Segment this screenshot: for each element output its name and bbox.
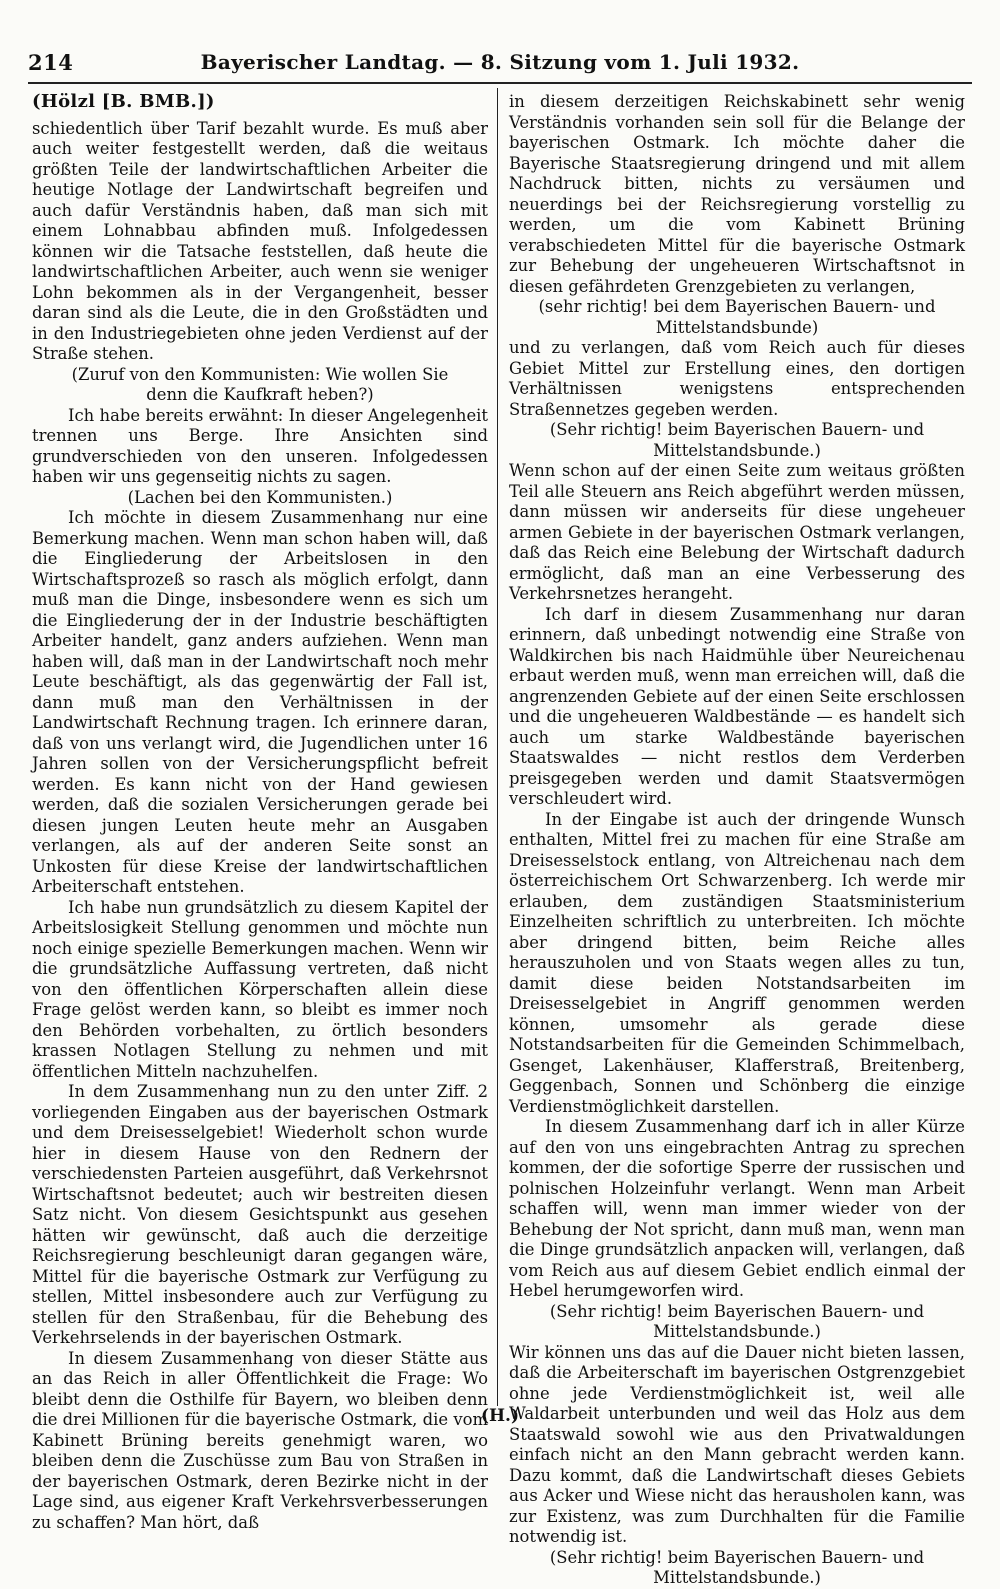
- interjection: (sehr richtig! bei dem Bayerischen Bauern- und Mittelstandsbunde): [538, 297, 936, 337]
- paragraph: Ich habe nun grundsätzlich zu diesem Kapitel der Arbeitslosigkeit Stellung genommen und möchte nun noch einige spezielle Bemerkungen machen. Wenn wir die grundsätzliche Auffassung vertreten, daß nicht von den öffentlichen Körperschaften allein diese Frage gelöst werden kann, so bleibt es immer noch den Behörden vorbehalten, zu örtlich besonders krassen Notlagen Stellung zu nehmen und mit öffentlichen Mitteln nachzuhelfen.: [32, 897, 488, 1081]
- paragraph: Wir können uns das auf die Dauer nicht bieten lassen, daß die Arbeiterschaft im bayerischen Ostgrenzgebiet ohne jede Verdienstmöglichkeit ist, weil alle Waldarbeit unterbunden und weil das Holz aus dem Staatswald sowohl wie aus den Privatwaldungen einfach nicht an den Mann gebracht werden kann. Dazu kommt, daß die Landwirtschaft dieses Gebiets aus Acker und Wiese nicht das herausholen kann, was zur Existenz, was zum Durchhalten für die Familie notwendig ist.: [509, 1342, 965, 1546]
- paragraph: In diesem Zusammenhang darf ich in aller Kürze auf den von uns eingebrachten Antrag zu sprechen kommen, der die sofortige Sperre der russischen und polnischen Holzeinfuhr verlangt. Wenn man Arbeit schaffen will, wenn man immer wieder von der Behebung der Not spricht, dann muß man, wenn man die Dinge grundsätzlich anpacken will, verlangen, daß vom Reich aus auf diesem Gebiet endlich einmal der Hebel herumgeworfen wird.: [509, 1117, 965, 1300]
- interjection: (Zuruf von den Kommunisten: Wie wollen Sie denn die Kaufkraft heben?): [71, 364, 449, 404]
- column-divider: [497, 88, 498, 1406]
- paragraph: schiedentlich über Tarif bezahlt wurde. Es muß aber auch weiter festgestellt werden, daß die weitaus größten Teile der landwirtschaftlichen Arbeiter die heutige Notlage der Landwirtschaft begreifen und auch dafür Verständnis haben, daß man sich mit einem Lohnabbau abfinden muß. Infolgedessen können wir die Tatsache feststellen, daß heute die landwirtschaftlichen Arbeiter, auch wenn sie weniger Lohn bekommen als in der Vergangenheit, besser daran sind als die Leute, die in den Großstädten und in den Industriegebieten ohne jeden Verdienst auf der Straße stehen.: [32, 118, 488, 363]
- paragraph: Ich habe bereits erwähnt: In dieser Angelegenheit trennen uns Berge. Ihre Ansichten sind grundverschieden von den unseren. Infolgedessen haben wir uns gegenseitig nichts zu sagen.: [32, 405, 488, 486]
- paragraph: und zu verlangen, daß vom Reich auch für dieses Gebiet Mittel zur Erstellung eines, den dortigen Verhältnissen wenigstens entsprechenden Straßennetzes gegeben werden.: [509, 338, 965, 419]
- interjection: (Sehr richtig! beim Bayerischen Bauern- und Mittelstandsbunde.): [549, 420, 925, 460]
- paragraph: In diesem Zusammenhang von dieser Stätte aus an das Reich in aller Öffentlichkeit die Frage: Wo bleibt denn die Osthilfe für Bayern, wo bleiben denn die drei Millionen für die bayerische Ostmark, die vom Kabinett Brüning bereits genehmigt waren, wo bleiben denn die Zuschüsse zum Bau von Straßen in der bayerischen Ostmark, deren Bezirke nicht in der Lage sind, aus eigener Kraft Verkehrsverbesserungen zu schaffen? Man hört, daß: [32, 1348, 488, 1532]
- paragraph: Wenn schon auf der einen Seite zum weitaus größten Teil alle Steuern ans Reich abgeführt werden müssen, dann müssen wir anderseits für diese ungeheuer armen Gebiete in der bayerischen Ostmark verlangen, daß das Reich eine Belebung der Wirtschaft dadurch ermöglicht, daß man an eine Verbesserung des Verkehrsnetzes herangeht.: [509, 461, 965, 603]
- page-footer-mark: (H.): [480, 1406, 520, 1426]
- paragraph: In dem Zusammenhang nun zu den unter Ziff. 2 vorliegenden Eingaben aus der bayerischen Ostmark und dem Dreisesselgebiet! Wiederholt schon wurde hier in diesem Hause von den Rednern der verschiedensten Parteien ausgeführt, daß Verkehrsnot Wirtschaftsnot bedeutet; auch wir bestreiten diesen Satz nicht. Von diesem Gesichtspunkt aus gesehen hätten wir gewünscht, daß auch die derzeitige Reichsregierung beschleunigt daran gegangen wäre, Mittel für die bayerische Ostmark zur Verfügung zu stellen, Mittel insbesondere auch zur Verfügung zu stellen für den Straßenbau, für die Behebung des Verkehrselends in der bayerischen Ostmark.: [32, 1082, 488, 1347]
- interjection: (Sehr richtig! beim Bayerischen Bauern- und Mittelstandsbunde.): [549, 1547, 925, 1587]
- left-column-body: [32, 119, 488, 1534]
- paragraph: Ich darf in diesem Zusammenhang nur daran erinnern, daß unbedingt notwendig eine Straße von Waldkirchen bis nach Haidmühle über Neureichenau erbaut werden muß, wenn man erreichen will, daß die angrenzenden Gebiete auf der einen Seite erschlossen und die ungeheueren Waldbestände — es handelt sich auch um starke Waldbestände bayerischen Staatswaldes — nicht restlos dem Verderben preisgegeben werden und damit Staatsvermögen verschleudert wird.: [509, 604, 965, 808]
- page-header: [28, 46, 972, 84]
- speaker-label: (Hölzl [B. BMB.]): [32, 91, 215, 112]
- page-number: 214: [28, 50, 74, 75]
- right-column-body: [509, 92, 965, 1589]
- interjection: (Sehr richtig! beim Bayerischen Bauern- und Mittelstandsbunde.): [549, 1301, 925, 1341]
- paragraph: in diesem derzeitigen Reichskabinett sehr wenig Verständnis vorhanden sein soll für die Belange der bayerischen Ostmark. Ich möchte daher die Bayerische Staatsregierung dringend und mit allem Nachdruck bitten, nichts zu versäumen und neuerdings bei der Reichsregierung vorstellig zu werden, um die vom Kabinett Brüning verabschiedeten Mittel für die bayerische Ostmark zur Behebung der ungeheueren Wirtschaftsnot in diesen gefährdeten Grenzgebieten zu verlangen,: [509, 92, 965, 296]
- paragraph: Ich möchte in diesem Zusammenhang nur eine Bemerkung machen. Wenn man schon haben will, daß die Eingliederung der Arbeitslosen in den Wirtschaftsprozeß so rasch als möglich erfolgt, dann muß man die Dinge, insbesondere wenn es sich um die Eingliederung der in der Industrie beschäftigten Arbeiter handelt, ganz anders aufziehen. Wenn man haben will, daß man in der Landwirtschaft noch mehr Leute beschäftigt, als das gegenwärtig der Fall ist, dann muß man den Verhältnissen in der Landwirtschaft Rechnung tragen. Ich erinnere daran, daß von uns verlangt wird, die Jugendlichen unter 16 Jahren sollen von der Versicherungspflicht befreit werden. Es kann nicht von der Hand gewiesen werden, daß die sozialen Versicherungen gerade bei diesen jungen Leuten heute mehr an Ausgaben verlangen, als auf der anderen Seite sonst an Unkosten für diese Kreise der landwirtschaftlichen Arbeiterschaft entstehen.: [32, 508, 488, 896]
- interjection: (Lachen bei den Kommunisten.): [127, 487, 393, 507]
- running-title: Bayerischer Landtag. — 8. Sitzung vom 1. Juli 1932.: [200, 50, 800, 74]
- left-column: [32, 91, 488, 1532]
- paragraph: In der Eingabe ist auch der dringende Wunsch enthalten, Mittel frei zu machen für eine Straße am Dreisesselstock entlang, von Altreichenau nach dem österreichischem Ort Schwarzenberg. Ich werde mir erlauben, dem zuständigen Staatsministerium Einzelheiten schriftlich zu unterbreiten. Ich möchte aber dringend bitten, beim Reiche alles herauszuholen und von Staats wegen alles zu tun, damit diese beiden Notstandsarbeiten im Dreisesselgebiet in Angriff genommen werden können, umsomehr als gerade diese Notstandsarbeiten für die Gemeinden Schimmelbach, Gsenget, Lakenhäuser, Klafferstraß, Breitenberg, Geggenbach, Sonnen und Schönberg die einzige Verdienstmöglichkeit darstellen.: [509, 809, 965, 1116]
- right-column: [509, 92, 965, 1587]
